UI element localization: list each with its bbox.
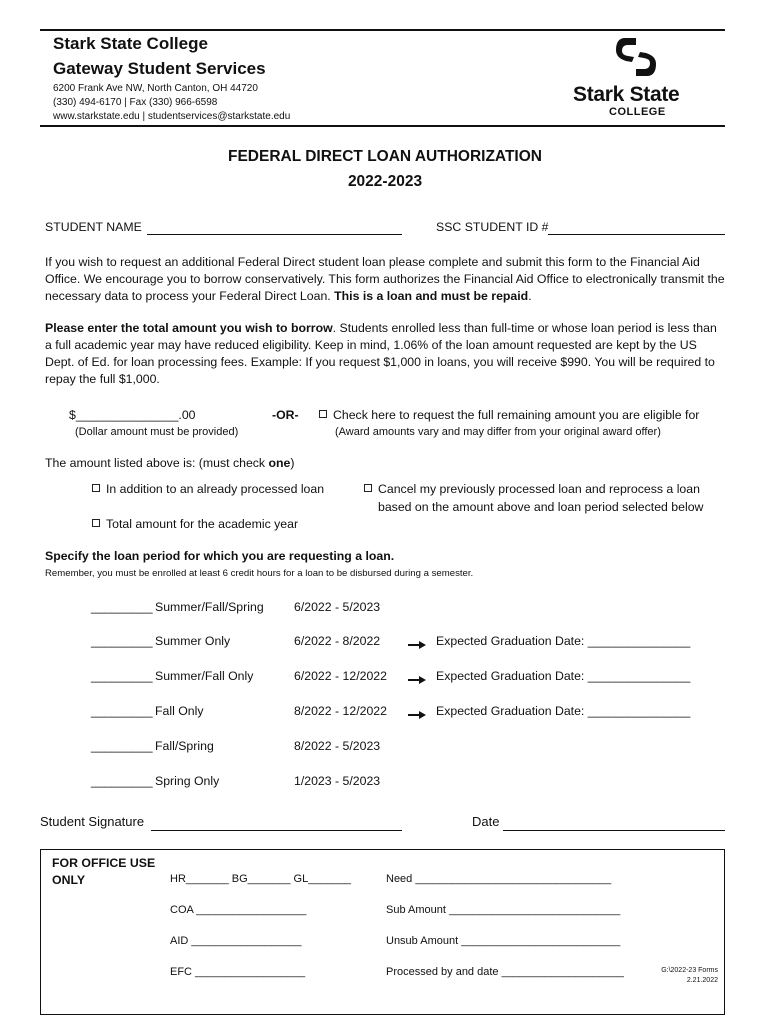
period-dates: 6/2022 - 5/2023 — [294, 600, 381, 614]
signature-label: Student Signature — [40, 814, 145, 829]
student-id-input[interactable] — [548, 234, 725, 235]
amount-paragraph — [45, 320, 725, 388]
department-name: Gateway Student Services — [53, 59, 266, 78]
college-phone: (330) 494-6170 | Fax (330) 966-6598 — [53, 97, 218, 108]
office-use-label-2: ONLY — [52, 873, 86, 887]
unsub-amount-field[interactable]: Unsub Amount __________________________ — [386, 935, 621, 947]
college-address: 6200 Frank Ave NW, North Canton, OH 44720 — [53, 83, 258, 94]
college-logo-icon — [614, 36, 658, 78]
graduation-date-input[interactable]: Expected Graduation Date: _______________ — [436, 669, 691, 683]
period-name: Fall Only — [155, 704, 204, 718]
option-cancel-reprocess[interactable] — [364, 482, 700, 496]
form-footer-code — [640, 966, 718, 986]
period-name: Summer/Fall Only — [155, 669, 254, 683]
intro-end: . — [528, 289, 532, 303]
hr-bg-gl-fields[interactable]: HR_______ BG_______ GL_______ — [170, 873, 352, 885]
full-amount-label: Check here to request the full remaining amount you are eligible for — [333, 408, 700, 422]
student-id-label: SSC STUDENT ID # — [436, 220, 549, 234]
full-amount-note: (Award amounts vary and may differ from your original award offer) — [335, 426, 661, 438]
period-blank-summer-fall-only[interactable]: _________ — [91, 669, 153, 683]
period-blank-summer-fall-spring[interactable]: _________ — [91, 600, 153, 614]
period-name: Fall/Spring — [155, 739, 214, 753]
graduation-date-input[interactable]: Expected Graduation Date: _______________ — [436, 634, 691, 648]
option-in-addition[interactable] — [92, 482, 324, 496]
amount-explanation: . Students enrolled less than full-time or whose loan period is less than a full academic year may have reduced eligibility. Keep in mind, 1.06% of the loan amount requested are kept by the US Dept. of Ed. for loan processing fees. Example: If you request $1,000 in loans, you will receive $990. You will be required to repay the full $1,000. — [45, 321, 717, 386]
college-name: Stark State College — [53, 34, 208, 53]
period-blank-fall-only[interactable]: _________ — [91, 704, 153, 718]
student-name-input[interactable] — [147, 234, 402, 235]
student-name-label: STUDENT NAME — [45, 220, 142, 234]
period-name: Spring Only — [155, 774, 220, 788]
total-amount-label: Total amount for the academic year — [106, 517, 299, 531]
period-blank-spring-only[interactable]: _________ — [91, 774, 153, 788]
in-addition-label: In addition to an already processed loan — [106, 482, 325, 496]
arrow-right-icon — [408, 707, 426, 725]
amount-listed-prompt — [45, 456, 294, 470]
loan-period-note: Remember, you must be enrolled at least 6 credit hours for a loan to be disbursed during a semester. — [45, 568, 474, 579]
period-dates: 6/2022 - 12/2022 — [294, 669, 387, 683]
logo-wordmark: Stark State — [573, 83, 680, 106]
efc-field[interactable]: EFC __________________ — [170, 966, 306, 978]
date-input[interactable] — [503, 830, 725, 831]
aid-field[interactable]: AID __________________ — [170, 935, 302, 947]
intro-repay-notice: This is a loan and must be repaid — [334, 289, 529, 303]
full-amount-option[interactable] — [319, 408, 699, 422]
intro-text: If you wish to request an additional Federal Direct student loan please complete and submit this form to the Financial Aid Office. We encourage you to borrow conservatively. This form authorizes the Financial Aid Office to electronically transmit the necessary data to process your Federal Direct Loan. — [45, 255, 725, 303]
intro-paragraph — [45, 254, 725, 305]
sub-amount-field[interactable]: Sub Amount ____________________________ — [386, 904, 621, 916]
coa-field[interactable]: COA __________________ — [170, 904, 307, 916]
period-blank-summer-only[interactable]: _________ — [91, 634, 153, 648]
amount-listed-suffix: ) — [290, 456, 295, 470]
period-name: Summer/Fall/Spring — [155, 600, 264, 614]
amount-listed-one: one — [268, 456, 291, 470]
in-addition-checkbox[interactable] — [92, 484, 100, 492]
period-dates: 1/2023 - 5/2023 — [294, 774, 381, 788]
header-top-rule — [40, 29, 725, 31]
logo-subtitle: COLLEGE — [609, 106, 666, 118]
arrow-right-icon — [408, 672, 426, 690]
option-total-amount[interactable] — [92, 517, 298, 531]
footer-date: 2.21.2022 — [686, 977, 718, 984]
loan-period-heading: Specify the loan period for which you are requesting a loan. — [45, 549, 395, 563]
form-year: 2022-2023 — [347, 173, 423, 190]
date-label: Date — [472, 814, 500, 829]
or-separator: -OR- — [272, 408, 299, 422]
office-use-label: FOR OFFICE USE — [52, 856, 156, 870]
graduation-date-input[interactable]: Expected Graduation Date: _______________ — [436, 704, 691, 718]
amount-listed-prefix: The amount listed above is: (must check — [45, 456, 269, 470]
cancel-reprocess-checkbox[interactable] — [364, 484, 372, 492]
dollar-amount-input[interactable]: $_______________.00 — [69, 408, 196, 422]
period-dates: 8/2022 - 5/2023 — [294, 739, 381, 753]
college-web: www.starkstate.edu | studentservices@starkstate.edu — [53, 111, 291, 122]
office-use-box — [40, 849, 725, 1015]
full-amount-checkbox[interactable] — [319, 410, 327, 418]
cancel-reprocess-label-2: based on the amount above and loan period selected below — [378, 500, 704, 514]
dollar-amount-note: (Dollar amount must be provided) — [75, 426, 239, 438]
cancel-reprocess-label: Cancel my previously processed loan and reprocess a loan — [378, 482, 700, 496]
period-dates: 6/2022 - 8/2022 — [294, 634, 381, 648]
header-bottom-rule — [40, 125, 725, 127]
signature-input[interactable] — [151, 830, 402, 831]
total-amount-checkbox[interactable] — [92, 519, 100, 527]
amount-instruction: Please enter the total amount you wish to borrow — [45, 321, 333, 335]
period-dates: 8/2022 - 12/2022 — [294, 704, 387, 718]
arrow-right-icon — [408, 637, 426, 655]
form-title: FEDERAL DIRECT LOAN AUTHORIZATION — [227, 148, 542, 165]
processed-by-field[interactable]: Processed by and date ____________________ — [386, 966, 624, 978]
period-blank-fall-spring[interactable]: _________ — [91, 739, 153, 753]
period-name: Summer Only — [155, 634, 231, 648]
need-field[interactable]: Need ________________________________ — [386, 873, 612, 885]
footer-path: G:\2022-23 Forms — [661, 967, 718, 974]
